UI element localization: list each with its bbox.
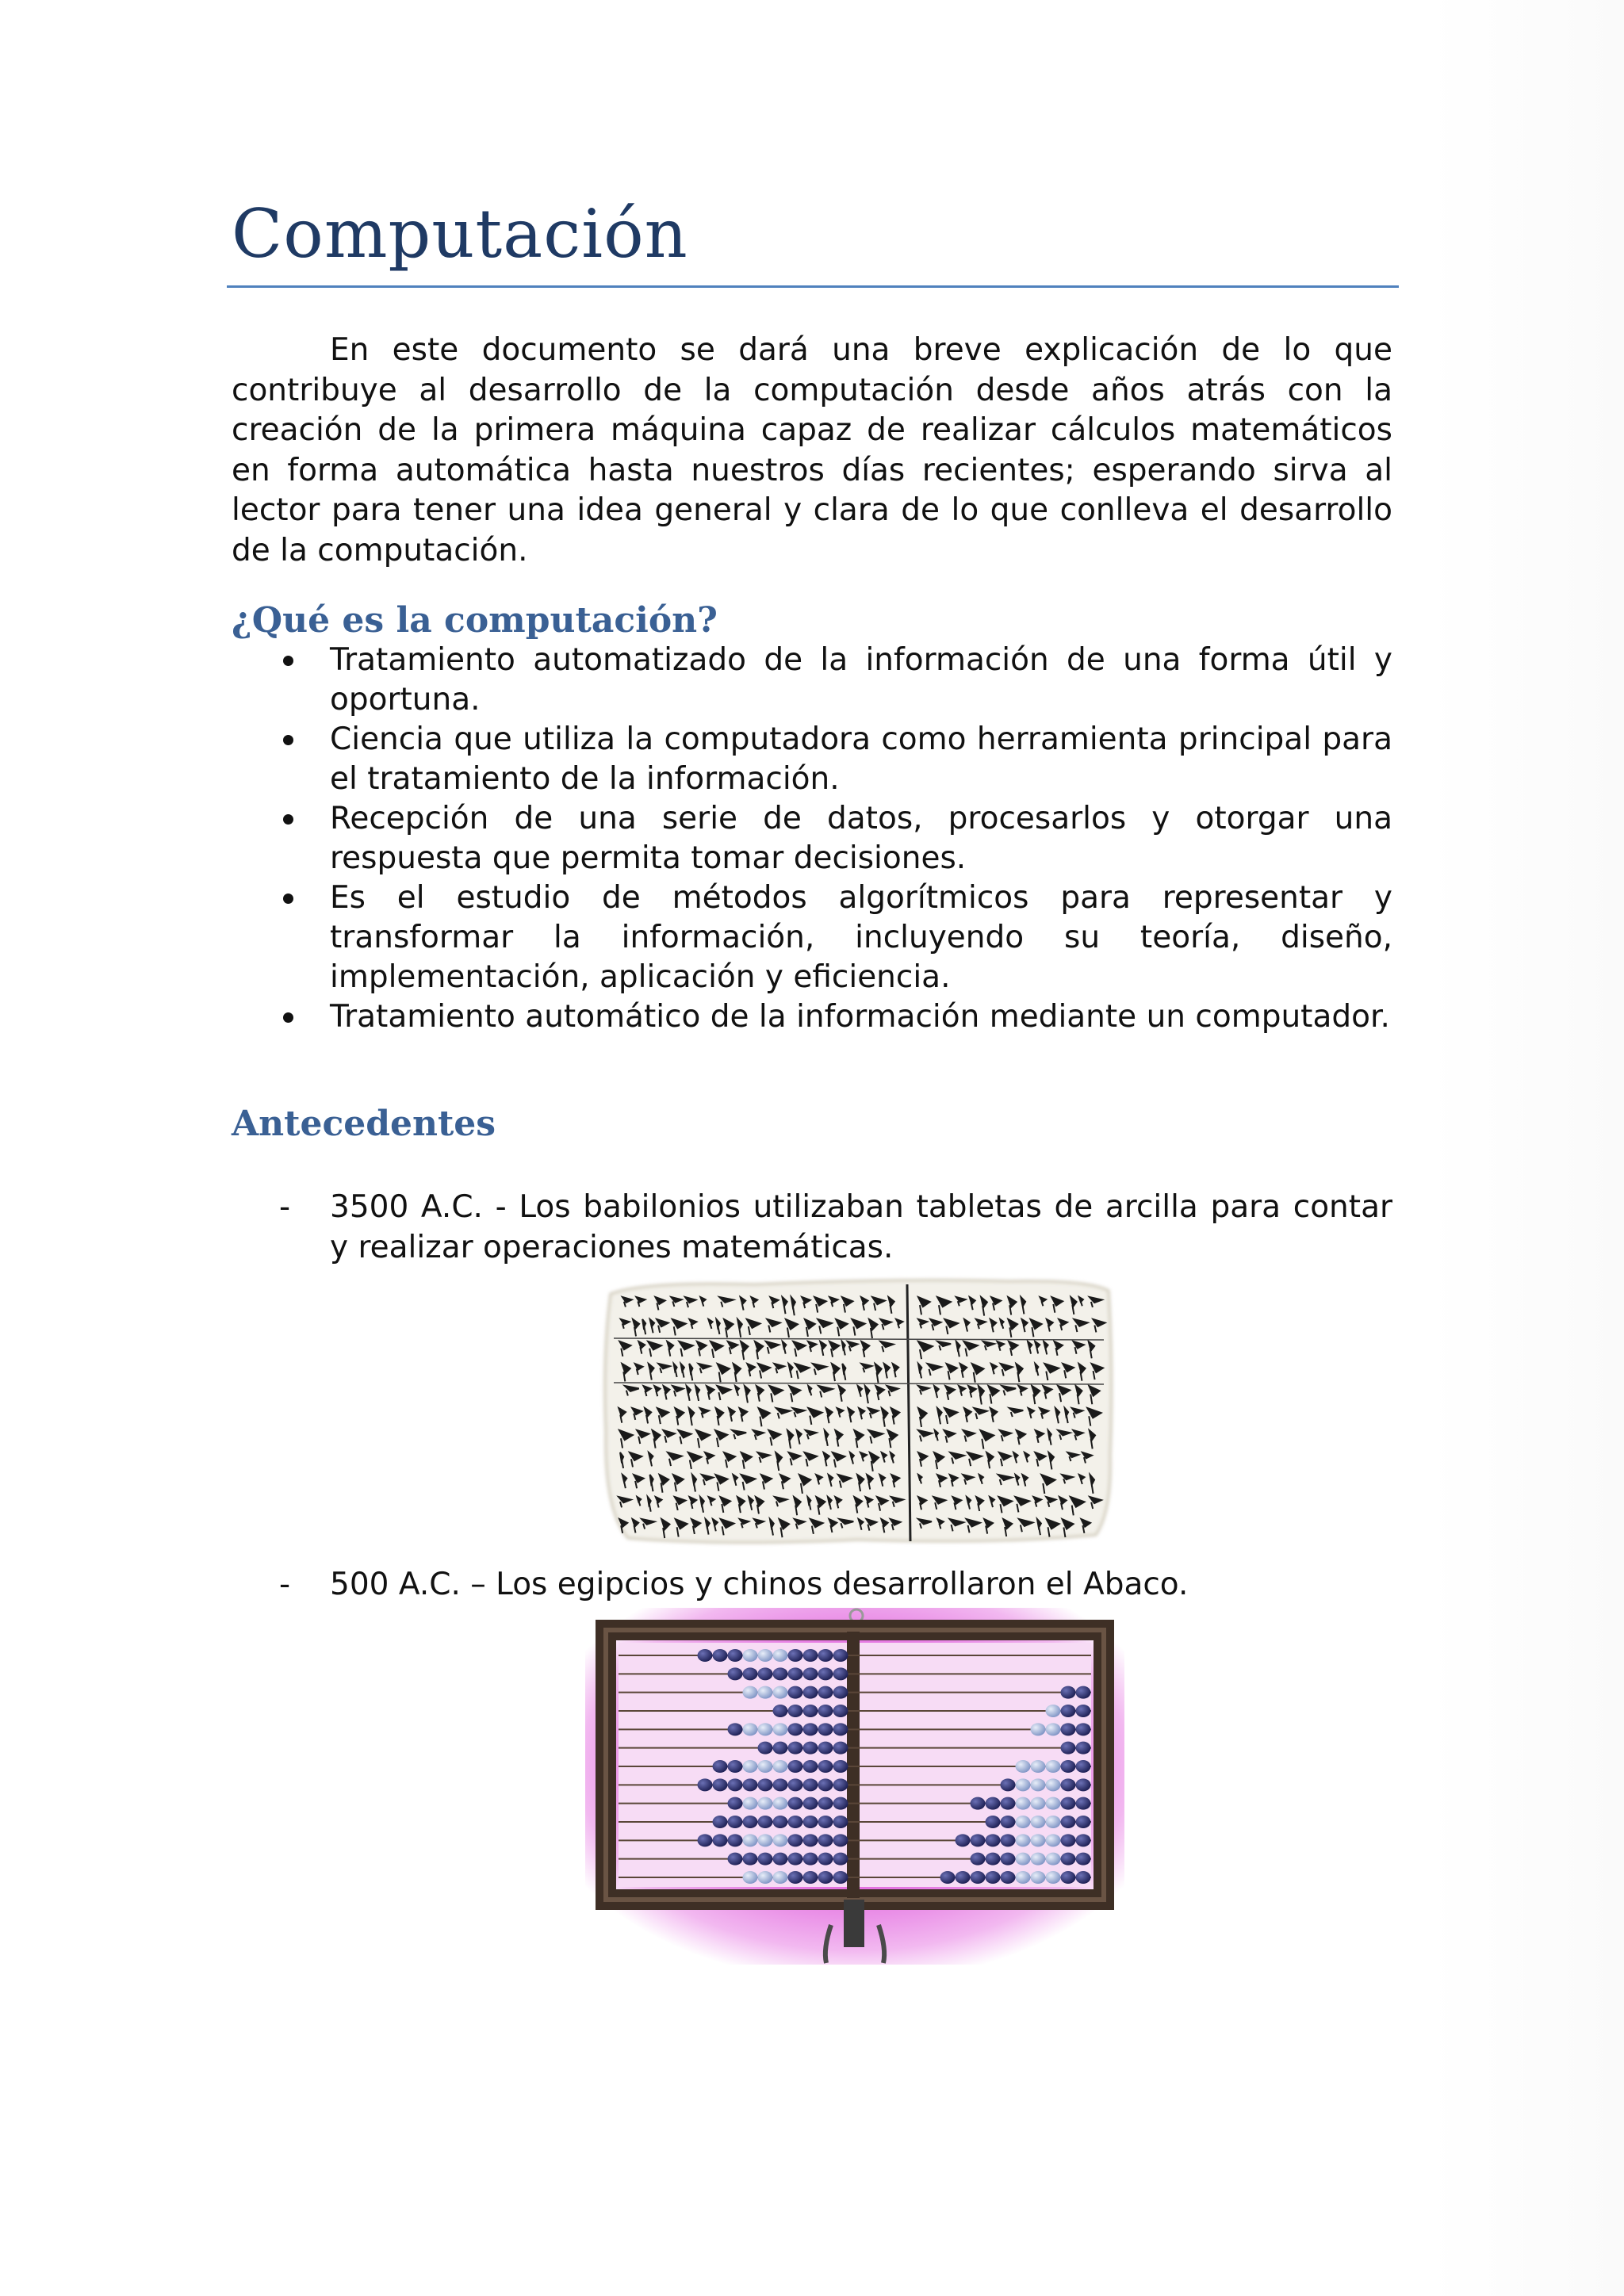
abacus-bead <box>788 1667 803 1680</box>
abacus-bead <box>788 1834 803 1846</box>
abacus-bead <box>728 1667 743 1680</box>
abacus-bead <box>1046 1871 1061 1884</box>
abacus-bead <box>758 1760 773 1773</box>
abacus-bead <box>1001 1797 1016 1810</box>
abacus-bead <box>971 1834 986 1846</box>
abacus-bead <box>833 1834 848 1846</box>
abacus-bead <box>1076 1778 1091 1791</box>
abacus-bead <box>1016 1778 1031 1791</box>
abacus-bead <box>743 1853 758 1866</box>
abacus-bead <box>833 1649 848 1662</box>
list-item-text: Ciencia que utiliza la computadora como herramienta principal para el tratamiento de la información. <box>330 721 1392 797</box>
abacus-bead <box>1076 1705 1091 1717</box>
abacus-bead <box>818 1853 833 1866</box>
abacus-bead <box>833 1797 848 1810</box>
list-item-text: Es el estudio de métodos algorítmicos para representar y transformar la información, incluyendo su teoría, diseño, implementación, aplicación y eficiencia. <box>330 880 1392 995</box>
abacus-bead <box>986 1816 1001 1828</box>
abacus-bead <box>758 1871 773 1884</box>
abacus-bead <box>803 1797 818 1810</box>
abacus-bead <box>956 1871 971 1884</box>
timeline-item <box>232 1565 1392 1605</box>
bullet-icon <box>283 1012 293 1023</box>
abacus-bead <box>833 1667 848 1680</box>
abacus-bead <box>971 1853 986 1866</box>
abacus-bead <box>1076 1760 1091 1773</box>
abacus-bead <box>833 1816 848 1828</box>
abacus-bead <box>1031 1723 1046 1735</box>
abacus-bead <box>773 1686 788 1699</box>
bullet-icon <box>283 894 293 904</box>
abacus-bead <box>788 1723 803 1735</box>
abacus-bead <box>803 1871 818 1884</box>
abacus-bead <box>803 1723 818 1735</box>
abacus-bead <box>1061 1834 1076 1846</box>
abacus-bead <box>818 1760 833 1773</box>
abacus-bead <box>818 1797 833 1810</box>
abacus-bead <box>773 1834 788 1846</box>
abacus-bead <box>803 1649 818 1662</box>
abacus-bead <box>1076 1742 1091 1755</box>
abacus-bead <box>758 1853 773 1866</box>
abacus-bead <box>788 1778 803 1791</box>
abacus-bead <box>1031 1797 1046 1810</box>
abacus-bead <box>758 1742 773 1755</box>
abacus-bead <box>788 1649 803 1662</box>
abacus-bead <box>713 1834 728 1846</box>
abacus-bead <box>758 1649 773 1662</box>
abacus-bead <box>818 1686 833 1699</box>
abacus-bead <box>1031 1834 1046 1846</box>
bullet-icon <box>283 656 293 666</box>
abacus-bead <box>743 1834 758 1846</box>
definition-list <box>232 641 1392 1037</box>
abacus-bead <box>833 1686 848 1699</box>
abacus-bead <box>743 1797 758 1810</box>
list-item <box>232 878 1392 997</box>
abacus-bead <box>986 1797 1001 1810</box>
abacus-bead <box>1016 1834 1031 1846</box>
abacus-bead <box>1061 1871 1076 1884</box>
abacus-bead <box>1001 1778 1016 1791</box>
abacus-bead <box>743 1723 758 1735</box>
abacus-bead <box>743 1816 758 1828</box>
bullet-icon <box>283 814 293 825</box>
abacus-bead <box>1076 1686 1091 1699</box>
abacus-bead <box>728 1723 743 1735</box>
abacus-bead <box>713 1760 728 1773</box>
abacus-bead <box>773 1853 788 1866</box>
abacus-bead <box>728 1816 743 1828</box>
abacus-bead <box>773 1797 788 1810</box>
abacus-bead <box>758 1797 773 1810</box>
timeline-item-text: 500 A.C. – Los egipcios y chinos desarrollaron el Abaco. <box>330 1567 1189 1602</box>
abacus-bead <box>803 1778 818 1791</box>
abacus-bead <box>713 1816 728 1828</box>
abacus-bead <box>1016 1816 1031 1828</box>
intro-paragraph: En este documento se dará una breve explicación de lo que contribuye al desarrollo de la computación desde años atrás con la creación de la primera máquina capaz de realizar cálculos matemáticos en forma automática hasta nuestros días recientes; esperando sirva al lector para tener una idea general y clara de lo que conlleva el desarrollo de la computación. <box>232 332 1392 568</box>
abacus-bead <box>698 1778 713 1791</box>
abacus-bead <box>773 1816 788 1828</box>
abacus-bead <box>818 1723 833 1735</box>
abacus-bead <box>1061 1705 1076 1717</box>
abacus-bead <box>833 1871 848 1884</box>
title-underline <box>227 285 1399 288</box>
abacus-bead <box>1016 1853 1031 1866</box>
abacus-bead <box>818 1816 833 1828</box>
abacus-bead <box>803 1686 818 1699</box>
timeline-item <box>232 1188 1392 1268</box>
list-item-text: Tratamiento automático de la información mediante un computador. <box>330 999 1390 1035</box>
abacus-bead <box>713 1778 728 1791</box>
abacus-bead <box>1031 1778 1046 1791</box>
abacus-bead <box>1061 1778 1076 1791</box>
list-item <box>232 997 1392 1037</box>
list-item-text: Tratamiento automatizado de la información de una forma útil y oportuna. <box>330 642 1392 718</box>
abacus-bead <box>1046 1834 1061 1846</box>
abacus-bead <box>1076 1871 1091 1884</box>
abacus-bead <box>833 1853 848 1866</box>
abacus-bead <box>728 1797 743 1810</box>
dash-marker: - <box>279 1189 291 1225</box>
abacus-bead <box>1076 1797 1091 1810</box>
list-item-text: Recepción de una serie de datos, procesarlos y otorgar una respuesta que permita tomar decisiones. <box>330 801 1392 876</box>
abacus-bead <box>1016 1760 1031 1773</box>
abacus-bead <box>818 1742 833 1755</box>
abacus-bead <box>833 1723 848 1735</box>
timeline-item-text: 3500 A.C. - Los babilonios utilizaban tabletas de arcilla para contar y realizar operaciones matemáticas. <box>330 1189 1392 1265</box>
abacus-bead <box>940 1871 956 1884</box>
abacus-bead <box>1001 1853 1016 1866</box>
abacus-bead <box>728 1649 743 1662</box>
abacus-bead <box>833 1760 848 1773</box>
abacus-bead <box>818 1705 833 1717</box>
abacus-bead <box>1001 1834 1016 1846</box>
abacus-bead <box>758 1834 773 1846</box>
abacus-bead <box>758 1686 773 1699</box>
abacus-bead <box>803 1760 818 1773</box>
abacus-bead <box>758 1667 773 1680</box>
abacus-bead <box>803 1742 818 1755</box>
abacus-bead <box>728 1760 743 1773</box>
abacus-bead <box>1061 1742 1076 1755</box>
abacus-bead <box>713 1649 728 1662</box>
abacus-bead <box>1031 1816 1046 1828</box>
abacus-bead <box>1046 1723 1061 1735</box>
abacus-bead <box>698 1649 713 1662</box>
abacus-bead <box>1076 1816 1091 1828</box>
list-item <box>232 799 1392 878</box>
bullet-icon <box>283 735 293 745</box>
abacus-bead <box>758 1778 773 1791</box>
abacus-bead <box>818 1871 833 1884</box>
abacus-bead <box>818 1667 833 1680</box>
abacus-bead <box>1016 1797 1031 1810</box>
abacus-bead <box>1076 1834 1091 1846</box>
abacus-bead <box>728 1834 743 1846</box>
dash-marker: - <box>279 1567 291 1602</box>
abacus-bead <box>773 1871 788 1884</box>
list-item <box>232 720 1392 799</box>
abacus-bead <box>728 1778 743 1791</box>
clay-tablet-image <box>596 1273 1116 1548</box>
abacus-bead <box>773 1723 788 1735</box>
abacus-bead <box>743 1760 758 1773</box>
abacus-bead <box>1046 1797 1061 1810</box>
abacus-bead <box>788 1760 803 1773</box>
abacus-bead <box>1031 1853 1046 1866</box>
abacus-bead <box>1046 1778 1061 1791</box>
abacus-bead <box>818 1649 833 1662</box>
abacus-bead <box>743 1778 758 1791</box>
abacus-bead <box>1046 1705 1061 1717</box>
abacus-bead <box>1061 1686 1076 1699</box>
abacus-bead <box>788 1853 803 1866</box>
abacus-bead <box>1031 1760 1046 1773</box>
abacus-bead <box>1046 1760 1061 1773</box>
abacus-bead <box>1046 1853 1061 1866</box>
abacus-image <box>585 1608 1124 1965</box>
abacus-bead <box>1016 1871 1031 1884</box>
abacus-bead <box>788 1705 803 1717</box>
abacus-bead <box>758 1816 773 1828</box>
abacus-bead <box>698 1834 713 1846</box>
abacus-bead <box>788 1797 803 1810</box>
abacus-bead <box>773 1778 788 1791</box>
abacus-bead <box>743 1686 758 1699</box>
abacus-bead <box>1061 1760 1076 1773</box>
abacus-bead <box>956 1834 971 1846</box>
abacus-bead <box>818 1778 833 1791</box>
abacus-bead <box>818 1834 833 1846</box>
abacus-bead <box>788 1686 803 1699</box>
abacus-bead <box>971 1797 986 1810</box>
abacus-bead <box>743 1871 758 1884</box>
abacus-bead <box>1076 1853 1091 1866</box>
abacus-bead <box>773 1667 788 1680</box>
abacus-bead <box>788 1871 803 1884</box>
abacus-bead <box>986 1853 1001 1866</box>
abacus-bead <box>1061 1797 1076 1810</box>
abacus-bead <box>803 1816 818 1828</box>
abacus-bead <box>1061 1723 1076 1735</box>
abacus-bead <box>803 1705 818 1717</box>
abacus-bead <box>803 1667 818 1680</box>
abacus-bead <box>773 1742 788 1755</box>
abacus-bead <box>1076 1723 1091 1735</box>
abacus-bead <box>833 1742 848 1755</box>
abacus-bead <box>833 1705 848 1717</box>
document-title: Computación <box>232 195 688 273</box>
abacus-bead <box>1001 1816 1016 1828</box>
abacus-bead <box>803 1834 818 1846</box>
abacus-bead <box>1001 1871 1016 1884</box>
abacus-bead <box>773 1705 788 1717</box>
abacus-bead <box>803 1853 818 1866</box>
list-item <box>232 641 1392 720</box>
abacus-bead <box>971 1871 986 1884</box>
section-heading-que-es: ¿Qué es la computación? <box>232 600 718 641</box>
abacus-bead <box>728 1853 743 1866</box>
abacus-bead <box>788 1816 803 1828</box>
abacus-bead <box>833 1778 848 1791</box>
abacus-bead <box>773 1760 788 1773</box>
abacus-bead <box>1031 1871 1046 1884</box>
abacus-bead <box>743 1649 758 1662</box>
abacus-bead <box>986 1871 1001 1884</box>
abacus-bead <box>1046 1816 1061 1828</box>
abacus-bead <box>773 1649 788 1662</box>
section-heading-antecedentes: Antecedentes <box>232 1104 496 1144</box>
abacus-bead <box>1061 1816 1076 1828</box>
abacus-bead <box>743 1667 758 1680</box>
abacus-bead <box>986 1834 1001 1846</box>
abacus-bead <box>788 1742 803 1755</box>
abacus-bead <box>1061 1853 1076 1866</box>
abacus-bead <box>758 1723 773 1735</box>
